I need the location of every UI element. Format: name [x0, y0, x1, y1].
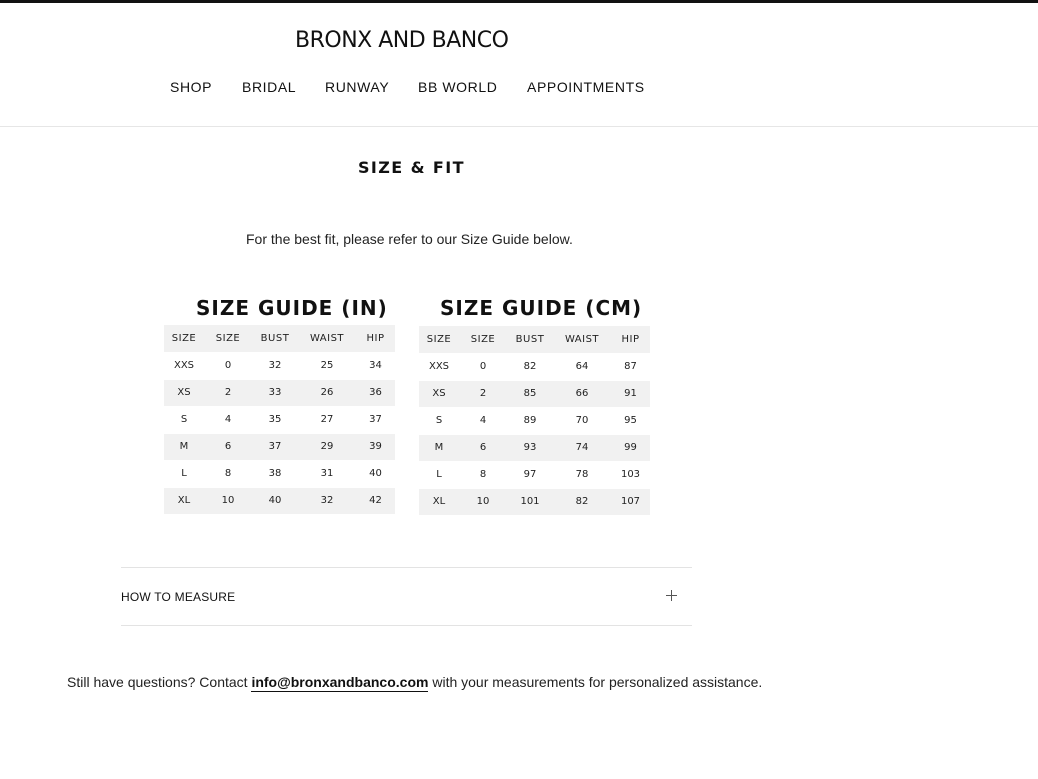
- column-header: WAIST: [298, 325, 356, 352]
- how-to-measure-toggle[interactable]: HOW TO MEASURE: [121, 590, 236, 604]
- nav-appointments[interactable]: APPOINTMENTS: [527, 79, 645, 95]
- table-row: [419, 407, 650, 434]
- table-cell: 103: [611, 461, 650, 488]
- table-cell: 39: [356, 433, 395, 460]
- table-cell: 33: [252, 379, 298, 406]
- column-header: SIZE: [459, 326, 507, 353]
- table-cell: 40: [356, 460, 395, 487]
- table-cell: 29: [298, 433, 356, 460]
- nav-bridal[interactable]: BRIDAL: [242, 79, 297, 95]
- table-cell: 35: [252, 406, 298, 433]
- table-cell: 85: [507, 380, 553, 407]
- table-row: [164, 460, 395, 487]
- table-cell: 64: [553, 353, 611, 380]
- table-row: [419, 434, 650, 461]
- table-row: [164, 433, 395, 460]
- table-cell: XL: [164, 487, 204, 514]
- table-cell: 107: [611, 488, 650, 515]
- table-cell: XXS: [419, 353, 459, 380]
- table-cell: 34: [356, 352, 395, 379]
- table-cell: 82: [507, 353, 553, 380]
- table-cell: 40: [252, 487, 298, 514]
- table-cell: 95: [611, 407, 650, 434]
- column-header: WAIST: [553, 326, 611, 353]
- contact-note-lead: Still have questions? Contact: [67, 674, 252, 690]
- table-cell: 8: [204, 460, 252, 487]
- size-table-in: [164, 325, 395, 515]
- table-cell: 26: [298, 379, 356, 406]
- header-divider: [0, 126, 1038, 127]
- table-cell: 4: [459, 407, 507, 434]
- accordion-bottom-divider: [121, 625, 692, 626]
- table-cell: 10: [204, 487, 252, 514]
- table-cell: 32: [252, 352, 298, 379]
- table-cell: 37: [252, 433, 298, 460]
- column-header: BUST: [507, 326, 553, 353]
- table-cell: 0: [204, 352, 252, 379]
- table-cell: 27: [298, 406, 356, 433]
- table-cell: S: [164, 406, 204, 433]
- page-title: SIZE & FIT: [358, 158, 465, 177]
- table-cell: 37: [356, 406, 395, 433]
- table-cell: 0: [459, 353, 507, 380]
- table-cell: 101: [507, 488, 553, 515]
- table-cell: 2: [204, 379, 252, 406]
- size-table-cm: [419, 326, 650, 516]
- table-row: [419, 380, 650, 407]
- size-guide-cm-title: SIZE GUIDE (CM): [440, 296, 643, 320]
- table-cell: 2: [459, 380, 507, 407]
- table-cell: 66: [553, 380, 611, 407]
- table-cell: 8: [459, 461, 507, 488]
- table-cell: XL: [419, 488, 459, 515]
- table-row: [164, 487, 395, 514]
- table-row: [419, 461, 650, 488]
- table-cell: 38: [252, 460, 298, 487]
- table-row: [164, 352, 395, 379]
- table-cell: L: [419, 461, 459, 488]
- table-cell: 91: [611, 380, 650, 407]
- table-cell: 6: [204, 433, 252, 460]
- column-header: HIP: [356, 325, 395, 352]
- table-header-row: [164, 325, 395, 352]
- intro-text: For the best fit, please refer to our Size Guide below.: [246, 231, 573, 247]
- accordion-top-divider: [121, 567, 692, 568]
- table-cell: XXS: [164, 352, 204, 379]
- table-cell: XS: [164, 379, 204, 406]
- table-cell: M: [419, 434, 459, 461]
- table-cell: 6: [459, 434, 507, 461]
- column-header: HIP: [611, 326, 650, 353]
- table-cell: 74: [553, 434, 611, 461]
- table-cell: 99: [611, 434, 650, 461]
- table-cell: 10: [459, 488, 507, 515]
- column-header: SIZE: [164, 325, 204, 352]
- top-border: [0, 0, 1038, 3]
- table-cell: 25: [298, 352, 356, 379]
- table-cell: 32: [298, 487, 356, 514]
- table-cell: XS: [419, 380, 459, 407]
- email-link[interactable]: info@bronxandbanco.com: [251, 674, 429, 690]
- table-cell: 87: [611, 353, 650, 380]
- column-header: SIZE: [419, 326, 459, 353]
- table-row: [419, 353, 650, 380]
- table-cell: 89: [507, 407, 553, 434]
- table-header-row: [419, 326, 650, 353]
- table-cell: 97: [507, 461, 553, 488]
- table-cell: L: [164, 460, 204, 487]
- nav-shop[interactable]: SHOP: [170, 79, 213, 95]
- table-cell: 78: [553, 461, 611, 488]
- brand-logo[interactable]: BRONX AND BANCO: [295, 28, 509, 53]
- table-row: [164, 379, 395, 406]
- table-cell: 42: [356, 487, 395, 514]
- nav-bb-world[interactable]: BB WORLD: [418, 79, 498, 95]
- size-guide-in-title: SIZE GUIDE (IN): [196, 296, 388, 320]
- table-cell: 93: [507, 434, 553, 461]
- contact-note: [67, 674, 762, 690]
- table-row: [164, 406, 395, 433]
- table-cell: 70: [553, 407, 611, 434]
- table-row: [419, 488, 650, 515]
- table-cell: S: [419, 407, 459, 434]
- table-cell: 36: [356, 379, 395, 406]
- nav-runway[interactable]: RUNWAY: [325, 79, 390, 95]
- table-cell: 82: [553, 488, 611, 515]
- table-cell: 31: [298, 460, 356, 487]
- plus-icon[interactable]: [664, 588, 680, 604]
- column-header: BUST: [252, 325, 298, 352]
- table-cell: 4: [204, 406, 252, 433]
- column-header: SIZE: [204, 325, 252, 352]
- contact-note-tail: with your measurements for personalized assistance.: [428, 674, 763, 690]
- table-cell: M: [164, 433, 204, 460]
